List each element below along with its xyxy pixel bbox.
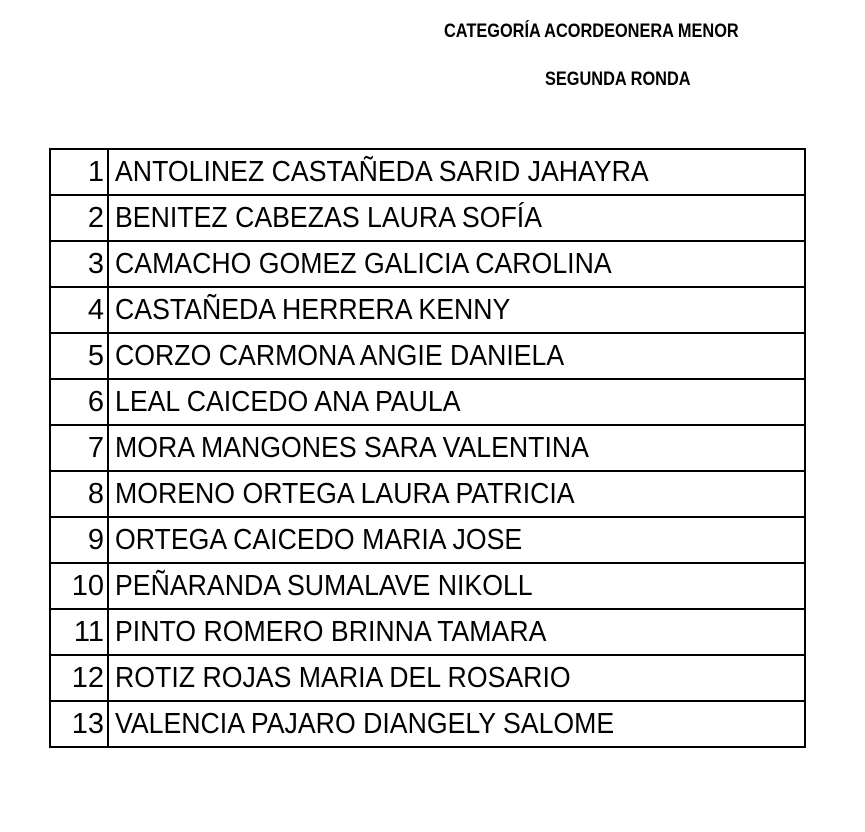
table-row xyxy=(50,149,805,195)
table-row xyxy=(50,517,805,563)
table-row xyxy=(50,563,805,609)
row-number: 9 xyxy=(50,517,108,563)
participant-name: MORA MANGONES SARA VALENTINA xyxy=(115,432,589,464)
participant-name-cell xyxy=(108,425,805,471)
row-number: 12 xyxy=(50,655,108,701)
participant-name-cell xyxy=(108,241,805,287)
participant-name-cell xyxy=(108,655,805,701)
participant-name-cell xyxy=(108,195,805,241)
table-row xyxy=(50,195,805,241)
row-number: 6 xyxy=(50,379,108,425)
participant-name-cell xyxy=(108,287,805,333)
participant-name-cell xyxy=(108,609,805,655)
table-row xyxy=(50,287,805,333)
participants-table xyxy=(49,148,806,748)
row-number: 8 xyxy=(50,471,108,517)
row-number: 4 xyxy=(50,287,108,333)
document-subtitle: SEGUNDA RONDA xyxy=(545,69,691,90)
participant-name: PEÑARANDA SUMALAVE NIKOLL xyxy=(115,570,533,602)
table-row xyxy=(50,609,805,655)
table-row xyxy=(50,471,805,517)
participant-name: MORENO ORTEGA LAURA PATRICIA xyxy=(115,478,575,510)
row-number: 11 xyxy=(50,609,108,655)
participant-name: CORZO CARMONA ANGIE DANIELA xyxy=(115,340,565,372)
participant-name-cell xyxy=(108,517,805,563)
row-number: 10 xyxy=(50,563,108,609)
participant-name-cell xyxy=(108,701,805,747)
row-number: 2 xyxy=(50,195,108,241)
table-row xyxy=(50,333,805,379)
table-row xyxy=(50,701,805,747)
participant-name-cell xyxy=(108,333,805,379)
participant-name-cell xyxy=(108,149,805,195)
participant-name: CASTAÑEDA HERRERA KENNY xyxy=(115,294,511,326)
table-row xyxy=(50,241,805,287)
participant-name: CAMACHO GOMEZ GALICIA CAROLINA xyxy=(115,248,612,280)
row-number: 7 xyxy=(50,425,108,471)
participant-name: ROTIZ ROJAS MARIA DEL ROSARIO xyxy=(115,662,571,694)
participant-name-cell xyxy=(108,563,805,609)
participant-name-cell xyxy=(108,471,805,517)
row-number: 13 xyxy=(50,701,108,747)
participant-name: BENITEZ CABEZAS LAURA SOFÍA xyxy=(115,202,542,234)
row-number: 1 xyxy=(50,149,108,195)
participant-name: VALENCIA PAJARO DIANGELY SALOME xyxy=(115,708,615,740)
participant-name: LEAL CAICEDO ANA PAULA xyxy=(115,386,461,418)
participant-name-cell xyxy=(108,379,805,425)
table-row xyxy=(50,655,805,701)
table-row xyxy=(50,425,805,471)
document-title: CATEGORÍA ACORDEONERA MENOR xyxy=(444,21,739,42)
participant-name: PINTO ROMERO BRINNA TAMARA xyxy=(115,616,547,648)
row-number: 5 xyxy=(50,333,108,379)
row-number: 3 xyxy=(50,241,108,287)
participant-name: ANTOLINEZ CASTAÑEDA SARID JAHAYRA xyxy=(115,156,649,188)
participant-name: ORTEGA CAICEDO MARIA JOSE xyxy=(115,524,523,556)
table-row xyxy=(50,379,805,425)
